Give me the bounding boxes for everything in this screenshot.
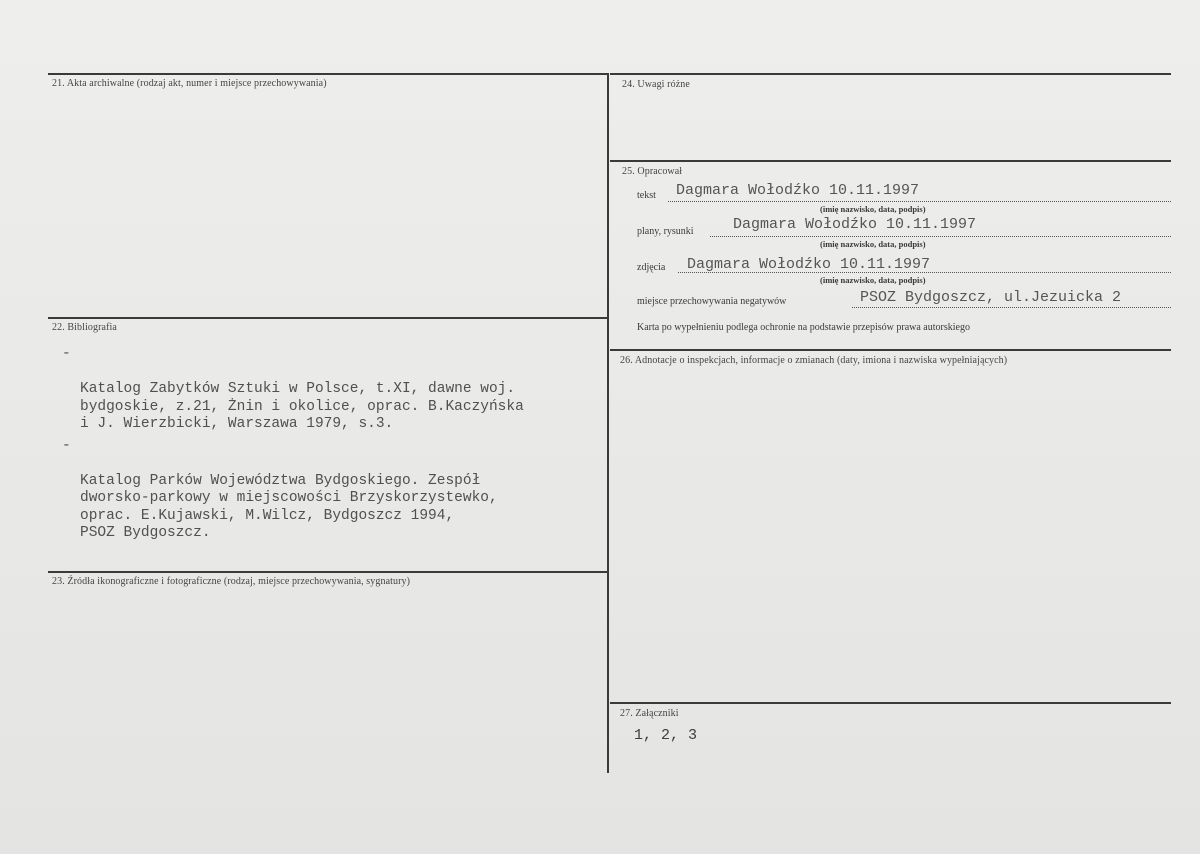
plany-line [710, 236, 1171, 237]
column-divider [607, 73, 609, 773]
bibliography-text: Katalog Parków Województwa Bydgoskiego. Zespół dworsko-parkowy w miejscowości Brzyskorzystewko, oprac. E.Kujawski, M.Wilcz, Bydgoszcz 1994, PSOZ Bydgoszcz. [80, 472, 498, 541]
zdjecia-line [678, 272, 1171, 273]
section-23-label: 23. Źródła ikonograficzne i fotograficzne (rodzaj, miejsce przechowywania, sygnatury) [52, 576, 411, 587]
tekst-line [668, 201, 1171, 202]
plany-label: plany, rysunki [637, 226, 694, 237]
negatywy-value: PSOZ Bydgoszcz, ul.Jezuicka 2 [860, 289, 1122, 306]
rule-s26 [610, 349, 1171, 351]
negatywy-line [852, 307, 1171, 308]
zdjecia-caption: (imię nazwisko, data, podpis) [820, 275, 926, 285]
bibliography-item [62, 438, 602, 543]
bibliography-item [62, 346, 602, 434]
tekst-label: tekst [637, 190, 656, 201]
section-24-label: 24. Uwagi różne [622, 79, 690, 90]
bullet-dash: - [62, 346, 71, 362]
section-26-label: 26. Adnotacje o inspekcjach, informacje o zmianach (daty, imiona i nazwiska wypełniających) [620, 355, 1008, 366]
plany-caption: (imię nazwisko, data, podpis) [820, 239, 926, 249]
plany-value: Dagmara Wołodźko 10.11.1997 [733, 216, 977, 233]
bibliography-text: Katalog Zabytków Sztuki w Polsce, t.XI, dawne woj. bydgoskie, z.21, Żnin i okolice, oprac. B.Kaczyńska i J. Wierzbicki, Warszawa 1979, s.3. [80, 381, 524, 432]
attachments-value: 1, 2, 3 [634, 727, 698, 744]
rule-s27 [610, 702, 1171, 704]
rule-s25 [610, 160, 1171, 162]
tekst-value: Dagmara Wołodźko 10.11.1997 [676, 182, 920, 199]
section-21-label: 21. Akta archiwalne (rodzaj akt, numer i miejsce przechowywania) [52, 78, 327, 89]
rule-s22 [48, 317, 608, 319]
copyright-note: Karta po wypełnieniu podlega ochronie na podstawie przepisów prawa autorskiego [637, 322, 970, 333]
bibliography-list [62, 346, 602, 547]
negatywy-label: miejsce przechowywania negatywów [637, 296, 787, 307]
zdjecia-label: zdjęcia [637, 262, 666, 273]
rule-top-left [48, 73, 608, 75]
section-27-label: 27. Załączniki [620, 708, 679, 719]
section-22-label: 22. Bibliografia [52, 322, 117, 333]
bullet-dash: - [62, 437, 71, 454]
rule-s23 [48, 571, 608, 573]
tekst-caption: (imię nazwisko, data, podpis) [820, 204, 926, 214]
zdjecia-value: Dagmara Wołodźko 10.11.1997 [687, 256, 931, 273]
rule-top-right [610, 73, 1171, 75]
section-25-label: 25. Opracował [622, 166, 683, 177]
